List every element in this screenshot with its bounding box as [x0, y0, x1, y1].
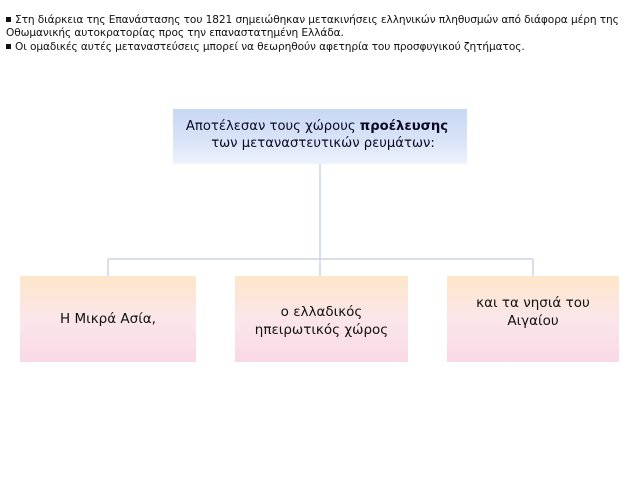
child-node-aegean-islands: [447, 276, 619, 362]
root-node-line-1-prefix: Αποτέλεσαν τους χώρους: [185, 119, 360, 134]
child-node-1-line-1: Η Μικρά Ασία,: [60, 311, 156, 327]
child-node-mainland: [235, 276, 408, 362]
root-node-bold-word: προέλευσης: [359, 119, 449, 134]
child-node-3-line-2: Αιγαίου: [507, 313, 559, 329]
child-node-3-line-1: και τα νησιά του: [476, 295, 590, 311]
root-node-line-1: [173, 118, 467, 135]
child-node-2-line-1: ο ελλαδικός: [280, 304, 363, 320]
root-node: [173, 109, 467, 164]
intro-bullet-1-text: Στη διάρκεια της Επανάστασης του 1821 σημειώθηκαν μετακινήσεις ελληνικών πληθυσμών από διάφορα μέρη της Οθωμανικής αυτοκρατορίας προς την επαναστατημένη Ελλάδα.: [6, 14, 619, 40]
root-node-line-2: των μεταναστευτικών ρευμάτων:: [211, 136, 435, 151]
child-node-2-line-2: ηπειρωτικός χώρος: [254, 322, 389, 338]
child-node-asia-minor: [20, 276, 196, 362]
intro-bullet-2-text: Οι ομαδικές αυτές μεταναστεύσεις μπορεί να θεωρηθούν αφετηρία του προσφυγικού ζητήματος.: [15, 40, 525, 53]
